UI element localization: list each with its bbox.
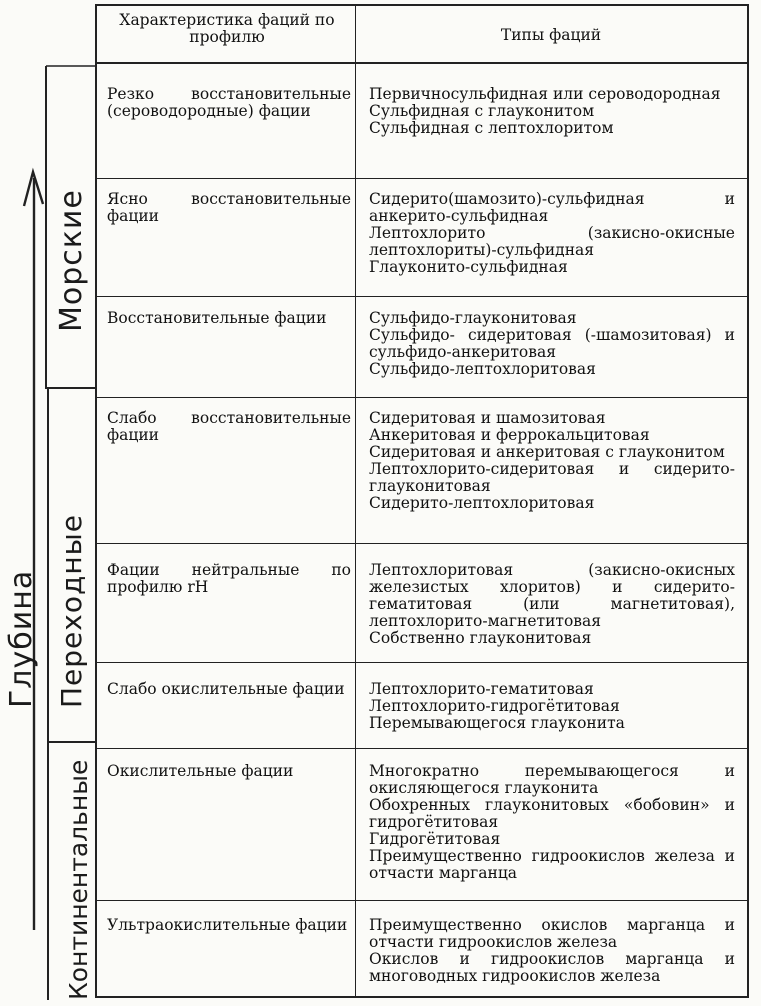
table-header (97, 6, 747, 64)
row-characteristic: Слабо окислительные фации (107, 680, 345, 698)
facies-type: Сульфидо- сидеритовая (-шамозитовая) и сульфидо-анкеритовая (369, 326, 735, 361)
facies-type: Обохренных глауконитовых «бобовин» и гидрогётитовая (369, 796, 735, 831)
row-characteristic: Резко восстановительные (сероводородные) фации (107, 85, 351, 120)
facies-type: Преимущественно окислов марганца и отчасти гидроокислов железа (369, 916, 735, 951)
facies-type: Окислов и гидроокислов марганца и многоводных гидроокислов железа (369, 950, 735, 985)
facies-type: Сидеритовая и анкеритовая с глауконитом (369, 443, 725, 461)
facies-type: Сидеритовая и шамозитовая (369, 409, 606, 427)
facies-type: Первичносульфидная или сероводородная (369, 85, 721, 103)
zone-label-transitional: Переходные (55, 514, 88, 708)
row-characteristic: Слабо восстановительные фации (107, 409, 351, 444)
header-types: Типы фаций (500, 26, 602, 44)
row-characteristic: Восстановительные фации (107, 309, 327, 327)
facies-type: Лептохлорито (закисно-окисные лептохлориты)-сульфидная (369, 224, 735, 259)
facies-type: Сульфидо-глауконитовая (369, 309, 577, 327)
depth-label: Глубина (4, 569, 39, 708)
facies-type: Сульфидная с лептохлоритом (369, 119, 614, 137)
table-row (97, 543, 747, 662)
table-row (97, 64, 747, 178)
facies-type: Сидерито-лептохлоритовая (369, 494, 595, 512)
table-row (97, 900, 747, 1000)
facies-type: Анкеритовая и феррокальцитовая (369, 426, 650, 444)
row-types (369, 763, 735, 882)
facies-type: Многократно перемывающегося и окисляющегося глауконита (369, 762, 735, 797)
row-characteristic: Ультраокислительные фации (107, 916, 348, 934)
row-types (369, 191, 735, 276)
table-row (97, 397, 747, 543)
row-characteristic: Ясно восстановительные фации (107, 190, 351, 225)
facies-type: Лептохлорито-гематитовая (369, 680, 594, 698)
row-types (369, 86, 735, 137)
table-row (97, 748, 747, 900)
header-characteristic: Характеристика фаций по профилю (119, 11, 335, 46)
row-types (369, 310, 735, 378)
facies-table (95, 4, 749, 998)
row-characteristic: Фации нейтральные по профилю rH (107, 561, 351, 596)
facies-type: Сульфидо-лептохлоритовая (369, 360, 596, 378)
row-types (369, 410, 735, 512)
table-row (97, 178, 747, 296)
facies-type: Собственно глауконитовая (369, 629, 592, 647)
table-row (97, 662, 747, 748)
table-row (97, 296, 747, 397)
facies-type: Гидрогётитовая (369, 830, 501, 848)
facies-type: Лептохлорито-гидрогётитовая (369, 697, 620, 715)
row-characteristic: Окислительные фации (107, 762, 294, 780)
row-types (369, 562, 735, 647)
facies-type: Лептохлорито-сидеритовая и сидерито-глауконитовая (369, 460, 735, 495)
facies-type: Перемывающегося глауконита (369, 714, 625, 732)
row-types (369, 681, 735, 732)
zone-label-continental: Континентальные (64, 759, 93, 1000)
facies-type: Сульфидная с глауконитом (369, 102, 595, 120)
facies-type: Глауконито-сульфидная (369, 258, 568, 276)
zone-label-sea: Морские (54, 189, 89, 332)
facies-type: Преимущественно гидроокислов железа и отчасти марганца (369, 847, 735, 882)
facies-type: Сидерито(шамозито)-сульфидная и анкерито-сульфидная (369, 190, 735, 225)
row-types (369, 917, 735, 985)
facies-type: Лептохлоритовая (закисно-окисных железистых хлоритов) и сидерито-гематитовая (или магнетитовая), лептохлорито-магнетитовая (369, 561, 735, 630)
